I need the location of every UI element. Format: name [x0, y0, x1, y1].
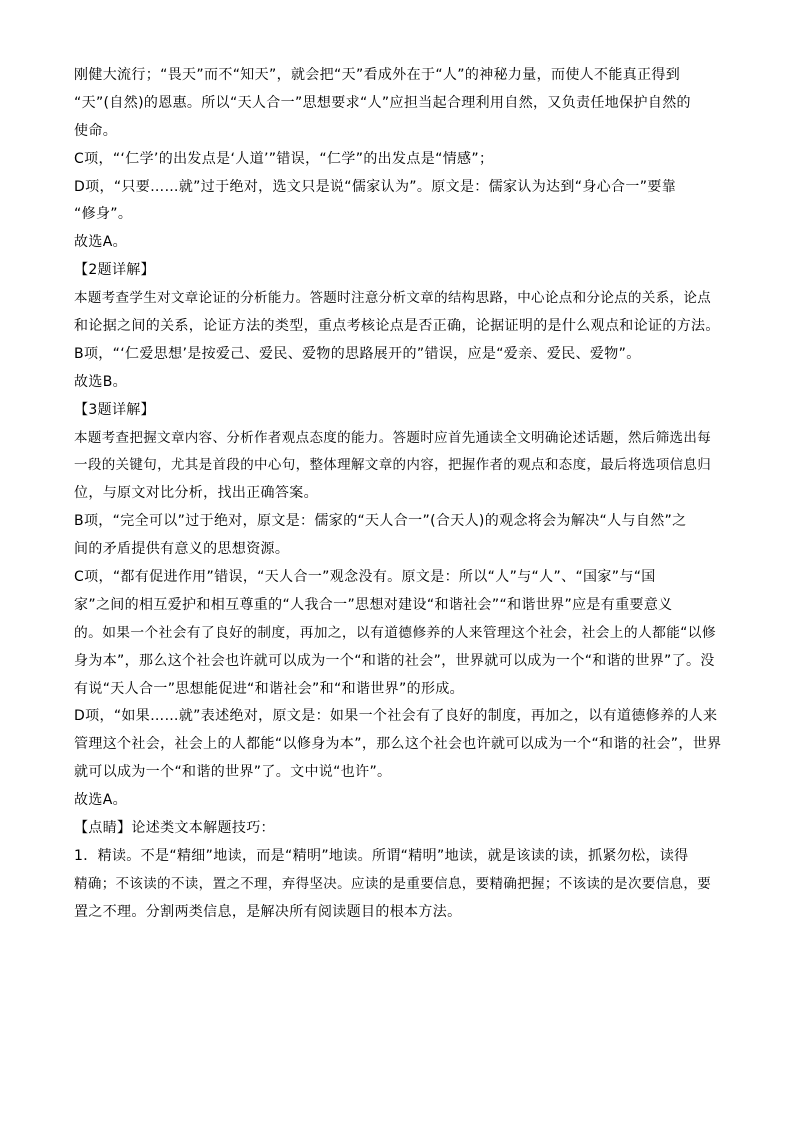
text-line: 本题考查把握文章内容、分析作者观点态度的能力。答题时应首先通读全文明确论述话题，然后筛选出每	[74, 429, 712, 446]
text-line: 本题考查学生对文章论证的分析能力。答题时注意分析文章的结构思路，中心论点和分论点的关系，论点	[74, 290, 712, 307]
text-line: 就可以成为一个“和谐的世界”了。文中说“也许”。	[74, 764, 392, 781]
text-line: 1．精读。不是“精细”地读，而是“精明”地读。所谓“精明”地读，就是该读的读，抓紧勿松，读得	[74, 847, 689, 864]
text-line: 有说“天人合一”思想能促进“和谐社会”和“和谐世界”的形成。	[74, 680, 465, 697]
text-line: “天”(自然)的恩惠。所以“天人合一”思想要求“人”应担当起合理利用自然，又负责任地保护自然的	[74, 94, 691, 111]
text-line: 一段的关键句，尤其是首段的中心句，整体理解文章的内容，把握作者的观点和态度，最后将选项信息归	[74, 457, 712, 474]
text-line: 和论据之间的关系，论证方法的类型，重点考核论点是否正确，论据证明的是什么观点和论证的方法。	[74, 318, 720, 335]
text-line: 管理这个社会，社会上的人都能“以修身为本”，那么这个社会也许就可以成为一个“和谐的社会”，世界	[74, 736, 722, 753]
text-line: 家”之间的相互爱护和相互尊重的“人我合一”思想对建设“和谐社会”“和谐世界”应是有重要意义	[74, 596, 673, 613]
text-line: B项，“完全可以”过于绝对，原文是：儒家的“天人合一”(合天人)的观念将会为解决“人与自然”之	[74, 513, 687, 530]
text-line: “修身”。	[74, 206, 133, 223]
text-line: 置之不理。分割两类信息，是解决所有阅读题目的根本方法。	[74, 903, 462, 920]
text-line: 故选B。	[74, 373, 128, 390]
text-line: D项，“只要……就”过于绝对，选文只是说“儒家认为”。原文是：儒家认为达到“身心合一”要靠	[74, 178, 677, 195]
text-line: 的。如果一个社会有了良好的制度，再加之，以有道德修养的人来管理这个社会，社会上的人都能“以修	[74, 624, 716, 641]
document-body	[74, 62, 722, 927]
section-heading: 【3题详解】	[74, 401, 156, 418]
text-line: 身为本”，那么这个社会也许就可以成为一个“和谐的社会”，世界就可以成为一个“和谐的世界”了。没	[74, 652, 715, 669]
text-line: 间的矛盾提供有意义的思想资源。	[74, 541, 290, 558]
text-line: 使命。	[74, 122, 118, 139]
text-line: B项，“‘仁爱思想’是按爱己、爱民、爱物的思路展开的”错误，应是“爱亲、爱民、爱物”。	[74, 345, 641, 362]
text-line: 故选A。	[74, 792, 127, 809]
section-heading: 【2题详解】	[74, 262, 156, 279]
text-line: C项，“都有促进作用”错误，“天人合一”观念没有。原文是：所以“人”与“人”、“国家”与“国	[74, 569, 656, 586]
section-heading: 【点睛】论述类文本解题技巧：	[74, 820, 275, 837]
text-line: 位，与原文对比分析，找出正确答案。	[74, 485, 318, 502]
text-line: 精确；不该读的不读，置之不理，弃得坚决。应读的是重要信息，要精确把握；不该读的是次要信息，要	[74, 875, 712, 892]
text-line: C项，“‘仁学’的出发点是‘人道’”错误，“仁学”的出发点是“情感”；	[74, 150, 494, 167]
text-line: 故选A。	[74, 234, 127, 251]
text-line: 刚健大流行；“畏天”而不“知天”，就会把“天”看成外在于“人”的神秘力量，而使人不能真正得到	[74, 67, 681, 83]
text-line: D项，“如果……就”表述绝对，原文是：如果一个社会有了良好的制度，再加之，以有道德修养的人来	[74, 708, 718, 725]
